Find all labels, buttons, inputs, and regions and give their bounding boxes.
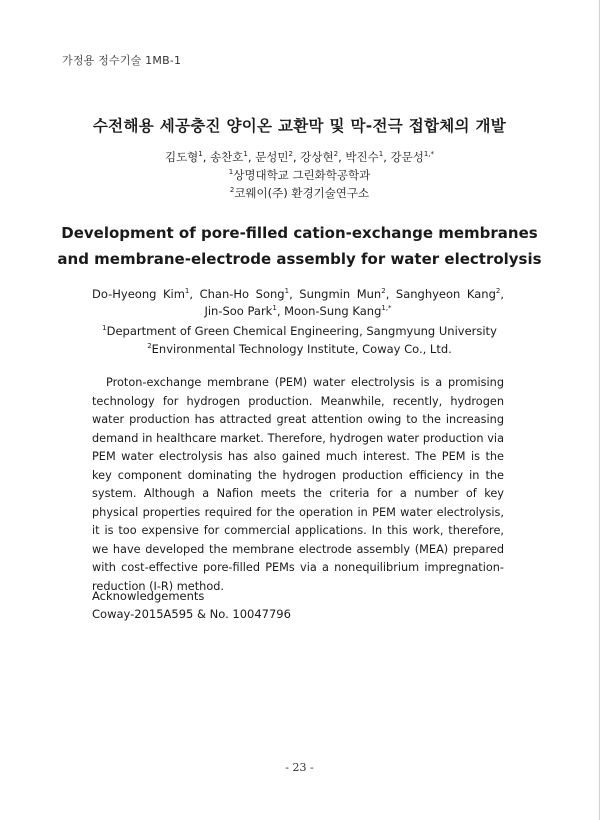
- korean-author: 강상현$^2$: [300, 150, 339, 164]
- korean-author-block: [0, 148, 599, 202]
- korean-author: 강문성$^{1,*}$: [390, 150, 435, 164]
- korean-author: 박진수$^1$: [345, 150, 384, 164]
- english-affiliation: $^1$Department of Green Chemical Engineering, Sangmyung University: [102, 324, 497, 338]
- english-author: Sanghyeon Kang$^2$: [395, 287, 501, 301]
- english-affiliation: $^2$Environmental Technology Institute, Coway Co., Ltd.: [147, 342, 452, 356]
- english-affiliations: [0, 322, 599, 358]
- english-author: Jin-Soo Park$^1$: [204, 304, 277, 318]
- english-authors: Do-Hyeong Kim$^1$, Chan-Ho Song$^1$, Sungmin Mun$^2$, Sanghyeon Kang$^2$, Jin-Soo Park$^1$, Moon-Sung Kang$^{1,*}$: [92, 287, 504, 318]
- korean-authors: 김도형$^1$, 송찬호$^1$, 문성민$^2$, 강상현$^2$, 박진수$^1$, 강문성$^{1,*}$: [164, 150, 435, 164]
- korean-affiliation: $^1$상명대학교 그린화학공학과: [228, 168, 371, 182]
- acknowledgements: [92, 587, 291, 623]
- abstract-paragraph: Proton-exchange membrane (PEM) water electrolysis is a promising technology for hydrogen production. Meanwhile, recently, hydrogen water production has attracted great attention owing to the increasing demand in healthcare market. Therefore, hydrogen water production via PEM water electrolysis has also gained much interest. The PEM is the key component dominating the hydrogen production efficiency in the system. Although a Nafion meets the criteria for a number of key physical properties required for the operation in PEM water electrolysis, it is too expensive for commercial applications. In this work, therefore, we have developed the membrane electrode assembly (MEA) prepared with cost-effective pore-filled PEMs via a nonequilibrium impregnation-reduction (I-R) method.: [92, 376, 504, 593]
- session-code: 가정용 정수기술 1MB-1: [62, 54, 182, 67]
- english-author: Moon-Sung Kang$^{1,*}$: [284, 304, 392, 318]
- korean-title: 수전해용 세공충진 양이온 교환막 및 막-전극 접합체의 개발: [92, 117, 507, 135]
- korean-affiliation: $^2$코웨이(주) 환경기술연구소: [229, 186, 370, 200]
- korean-author: 송찬호$^1$: [210, 150, 248, 164]
- korean-author: 김도형$^1$: [164, 150, 203, 164]
- acknowledgements-text: Coway-2015A595 & No. 10047796: [92, 607, 291, 621]
- english-title: Development of pore-filled cation-exchange membranes and membrane-electrode assembly for water electrolysis: [57, 224, 542, 268]
- acknowledgements-heading: Acknowledgements: [92, 589, 205, 603]
- english-author: Chan-Ho Song$^1$: [199, 287, 290, 301]
- page-number: - 23 -: [285, 761, 314, 774]
- korean-author: 문성민$^2$: [255, 150, 293, 164]
- english-author: Do-Hyeong Kim$^1$: [92, 287, 190, 301]
- english-author: Sungmin Mun$^2$: [299, 287, 386, 301]
